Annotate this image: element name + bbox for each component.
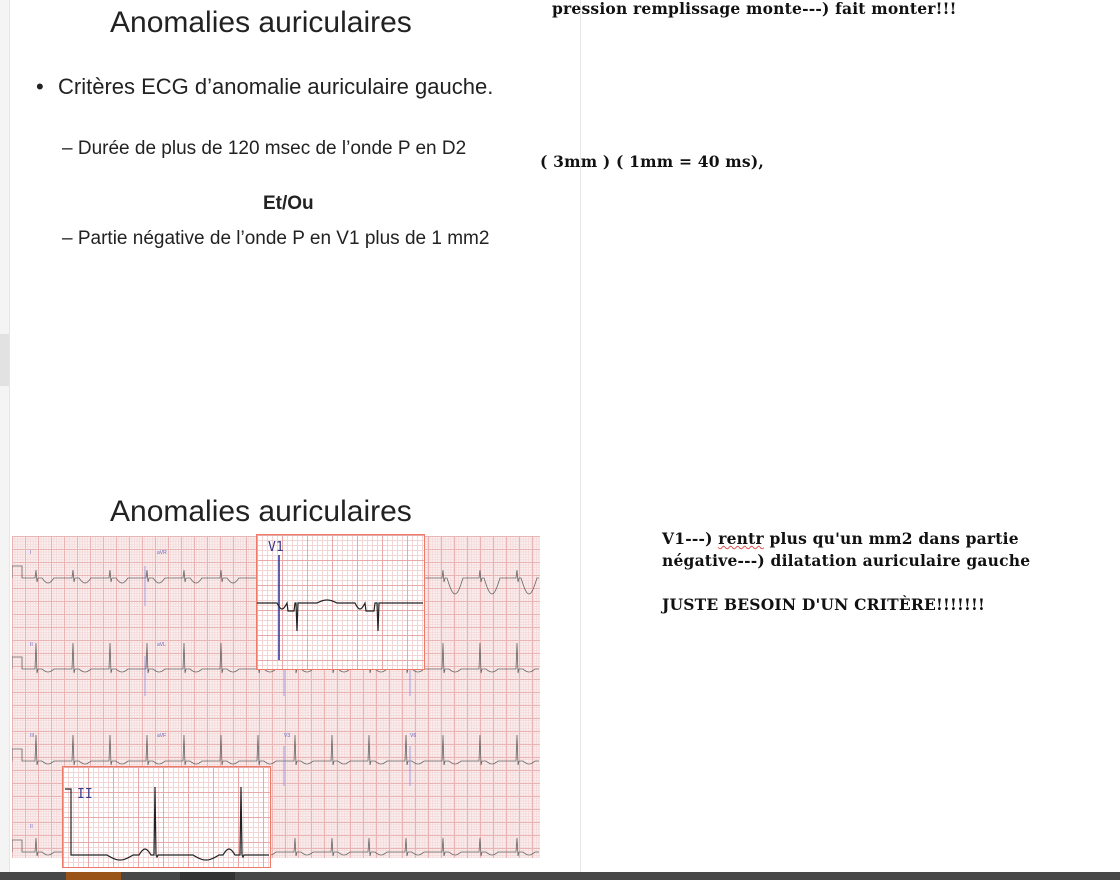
bottom-toolbar xyxy=(0,872,1120,880)
scroll-thumb[interactable] xyxy=(0,334,9,386)
ii-zoom-inset xyxy=(62,766,271,868)
note-line: V1---) rentr plus qu'un mm2 dans partie xyxy=(662,529,1019,548)
note-line: JUSTE BESOIN D'UN CRITÈRE!!!!!!! xyxy=(662,595,986,614)
note-line: ( 3mm ) ( 1mm = 40 ms), xyxy=(540,152,764,171)
sub-bullet-2: – Partie négative de l’onde P en V1 plus de 1 mm2 xyxy=(62,228,490,249)
lead-label: III xyxy=(30,733,35,739)
inset-label: V1 xyxy=(268,540,284,555)
sub-bullet-1: – Durée de plus de 120 msec de l’onde P en D2 xyxy=(62,138,467,159)
inset-label: II xyxy=(77,787,93,802)
v1-trace xyxy=(257,535,424,669)
connector-text: Et/Ou xyxy=(263,193,314,214)
slide-title: Anomalies auriculaires xyxy=(110,6,412,39)
lead-label: II xyxy=(30,824,33,830)
ecg-wave xyxy=(12,735,539,765)
lead-label: aVF xyxy=(157,733,167,739)
lead-label: II xyxy=(30,642,33,648)
bullet-text: Critères ECG d’anomalie auriculaire gauche. xyxy=(58,74,494,99)
ecg-wave xyxy=(257,600,423,631)
v1-zoom-inset xyxy=(256,534,425,670)
lead-label: V6 xyxy=(410,733,417,739)
bullet-dot: • xyxy=(36,74,44,99)
misspelled-word: rentr xyxy=(718,529,764,548)
lead-label: aVR xyxy=(157,550,167,556)
lead-label: aVL xyxy=(157,642,166,648)
toolbar-tab[interactable] xyxy=(180,872,235,880)
note-line: pression remplissage monte---) fait monter!!! xyxy=(552,0,957,18)
ecg-wave xyxy=(65,787,269,860)
left-scroll-strip[interactable] xyxy=(0,0,10,872)
active-tab-indicator[interactable] xyxy=(66,872,121,880)
note-line: négative---) dilatation auriculaire gauche xyxy=(662,551,1031,570)
ii-trace xyxy=(63,767,270,867)
lead-label: V3 xyxy=(284,733,291,739)
slide-title-2: Anomalies auriculaires xyxy=(110,495,412,528)
page-divider xyxy=(580,0,581,872)
lead-label: I xyxy=(30,550,32,556)
